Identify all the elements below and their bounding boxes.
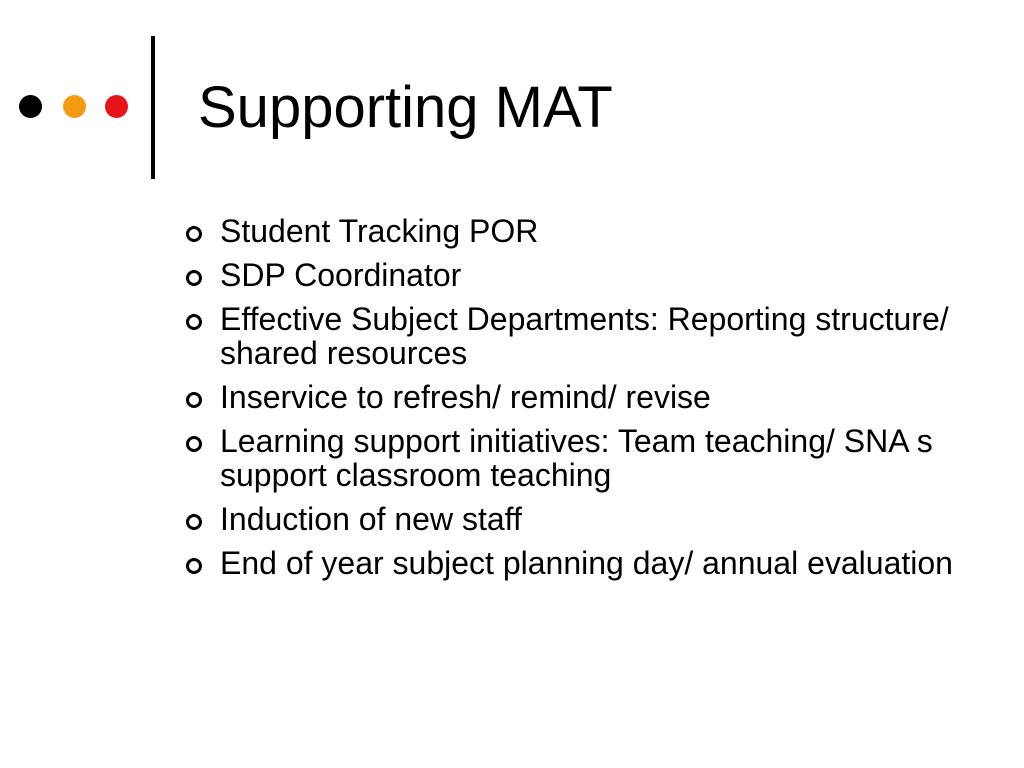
bullet-text: Learning support initiatives: Team teaching/ SNA s support classroom teaching [220, 423, 933, 493]
bullet-item [186, 424, 966, 492]
slide-title: Supporting MAT [198, 75, 613, 140]
bullet-circle-icon [186, 270, 202, 286]
bullet-circle-icon [186, 436, 202, 452]
bullet-text: Inservice to refresh/ remind/ revise [220, 379, 711, 415]
bullet-item [186, 380, 966, 414]
orange-dot-icon [63, 95, 86, 118]
title-divider [151, 36, 155, 179]
bullet-circle-icon [186, 314, 202, 330]
bullet-text: Student Tracking POR [220, 213, 539, 249]
bullet-circle-icon [186, 392, 202, 408]
bullet-text: SDP Coordinator [220, 257, 462, 293]
bullet-item [186, 214, 966, 248]
bullet-text: Induction of new staff [220, 501, 522, 537]
bullet-item [186, 502, 966, 536]
bullet-item [186, 546, 966, 580]
red-dot-icon [105, 95, 128, 118]
bullet-circle-icon [186, 558, 202, 574]
black-dot-icon [19, 95, 42, 118]
bullet-circle-icon [186, 514, 202, 530]
bullet-item [186, 258, 966, 292]
bullet-list [186, 214, 966, 590]
bullet-text: End of year subject planning day/ annual evaluation [220, 545, 953, 581]
bullet-text: Effective Subject Departments: Reporting structure/ shared resources [220, 301, 949, 371]
bullet-item [186, 302, 966, 370]
bullet-circle-icon [186, 226, 202, 242]
